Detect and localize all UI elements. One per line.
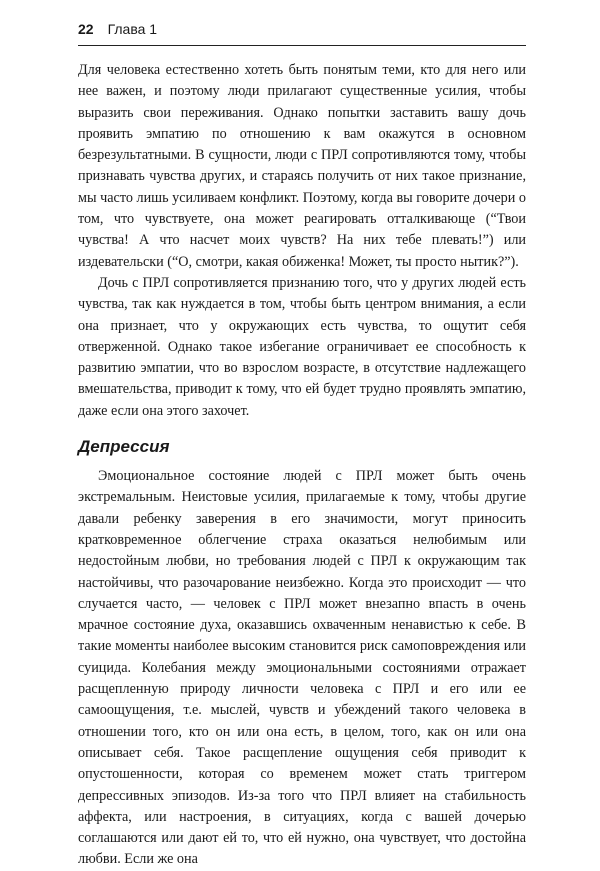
paragraph-1: Для человека естественно хотеть быть понятым теми, кто для него или нее важен, и поэтому люди прилагают существенные усилия, чтобы выразить свои переживания. Однако попытки заставить вашу дочь проявить эмпатию по отношению к вам окажутся в основном безрезультатными. В сущности, люди с ПРЛ сопротивляются тому, чтобы признавать чувства других, и стараясь получить от них такое признание, мы часто лишь усиливаем конфликт. Поэтому, когда вы говорите дочери о том, что чувствуете, она может реагировать отталкивающе (“Твои чувства! А что насчет моих чувств? На них тебе плевать!”) или издевательски (“О, смотри, какая обиженка! Может, ты просто нытик?”). <box>78 62 526 270</box>
chapter-title: Глава 1 <box>107 21 158 37</box>
section-paragraph: Эмоциональное состояние людей с ПРЛ может быть очень экстремальным. Неистовые усилия, прилагаемые к тому, чтобы другие давали ребенку заверения в его значимости, могут приносить кратковременное облегчение страха оказаться нелюбимым или недостойным любви, но требования людей с ПРЛ к окружающим так настойчивы, что разочарование неизбежно. Когда это происходит — что случается часто, — человек с ПРЛ может внезапно впасть в очень мрачное состояние духа, оказавшись охваченным ненавистью к себе. В такие моменты наиболее высоким становится риск самоповреждения или суицида. Колебания между эмоциональными состояниями отражает расщепленную природу личности человека с ПРЛ и его или ее самоощущения, т.е. мыслей, чувств и убеждений такого человека в отношении того, кто он или она есть, в целом, того, как он или она описывает себя. Такое расщепление ощущения себя приводит к опустошенности, которая со временем может стать триггером депрессивных эпизодов. Из-за того что ПРЛ влияет на стабильность аффекта, или настроения, в ситуациях, когда с вашей дочерью соглашаются или дают ей то, что ей нужно, она чувствует, что достойна любви. Если же она <box>78 468 526 868</box>
paragraph-2: Дочь с ПРЛ сопротивляется признанию того, что у других людей есть чувства, так как нуждается в том, чтобы быть центром внимания, а если она признает, что у окружающих есть чувства, то ощутит себя отверженной. Однако такое избегание ограничивает ее способность к развитию эмпатии, что во взрослом возрасте, в отсутствие надлежащего вмешательства, приводит к тому, что ей будет трудно проявлять эмпатию, даже если она этого захочет. <box>78 274 526 419</box>
body-text <box>78 60 526 871</box>
running-header <box>78 17 526 41</box>
section-heading: Депрессия <box>78 437 170 457</box>
page-number: 22 <box>78 21 94 37</box>
header-divider <box>78 45 526 46</box>
